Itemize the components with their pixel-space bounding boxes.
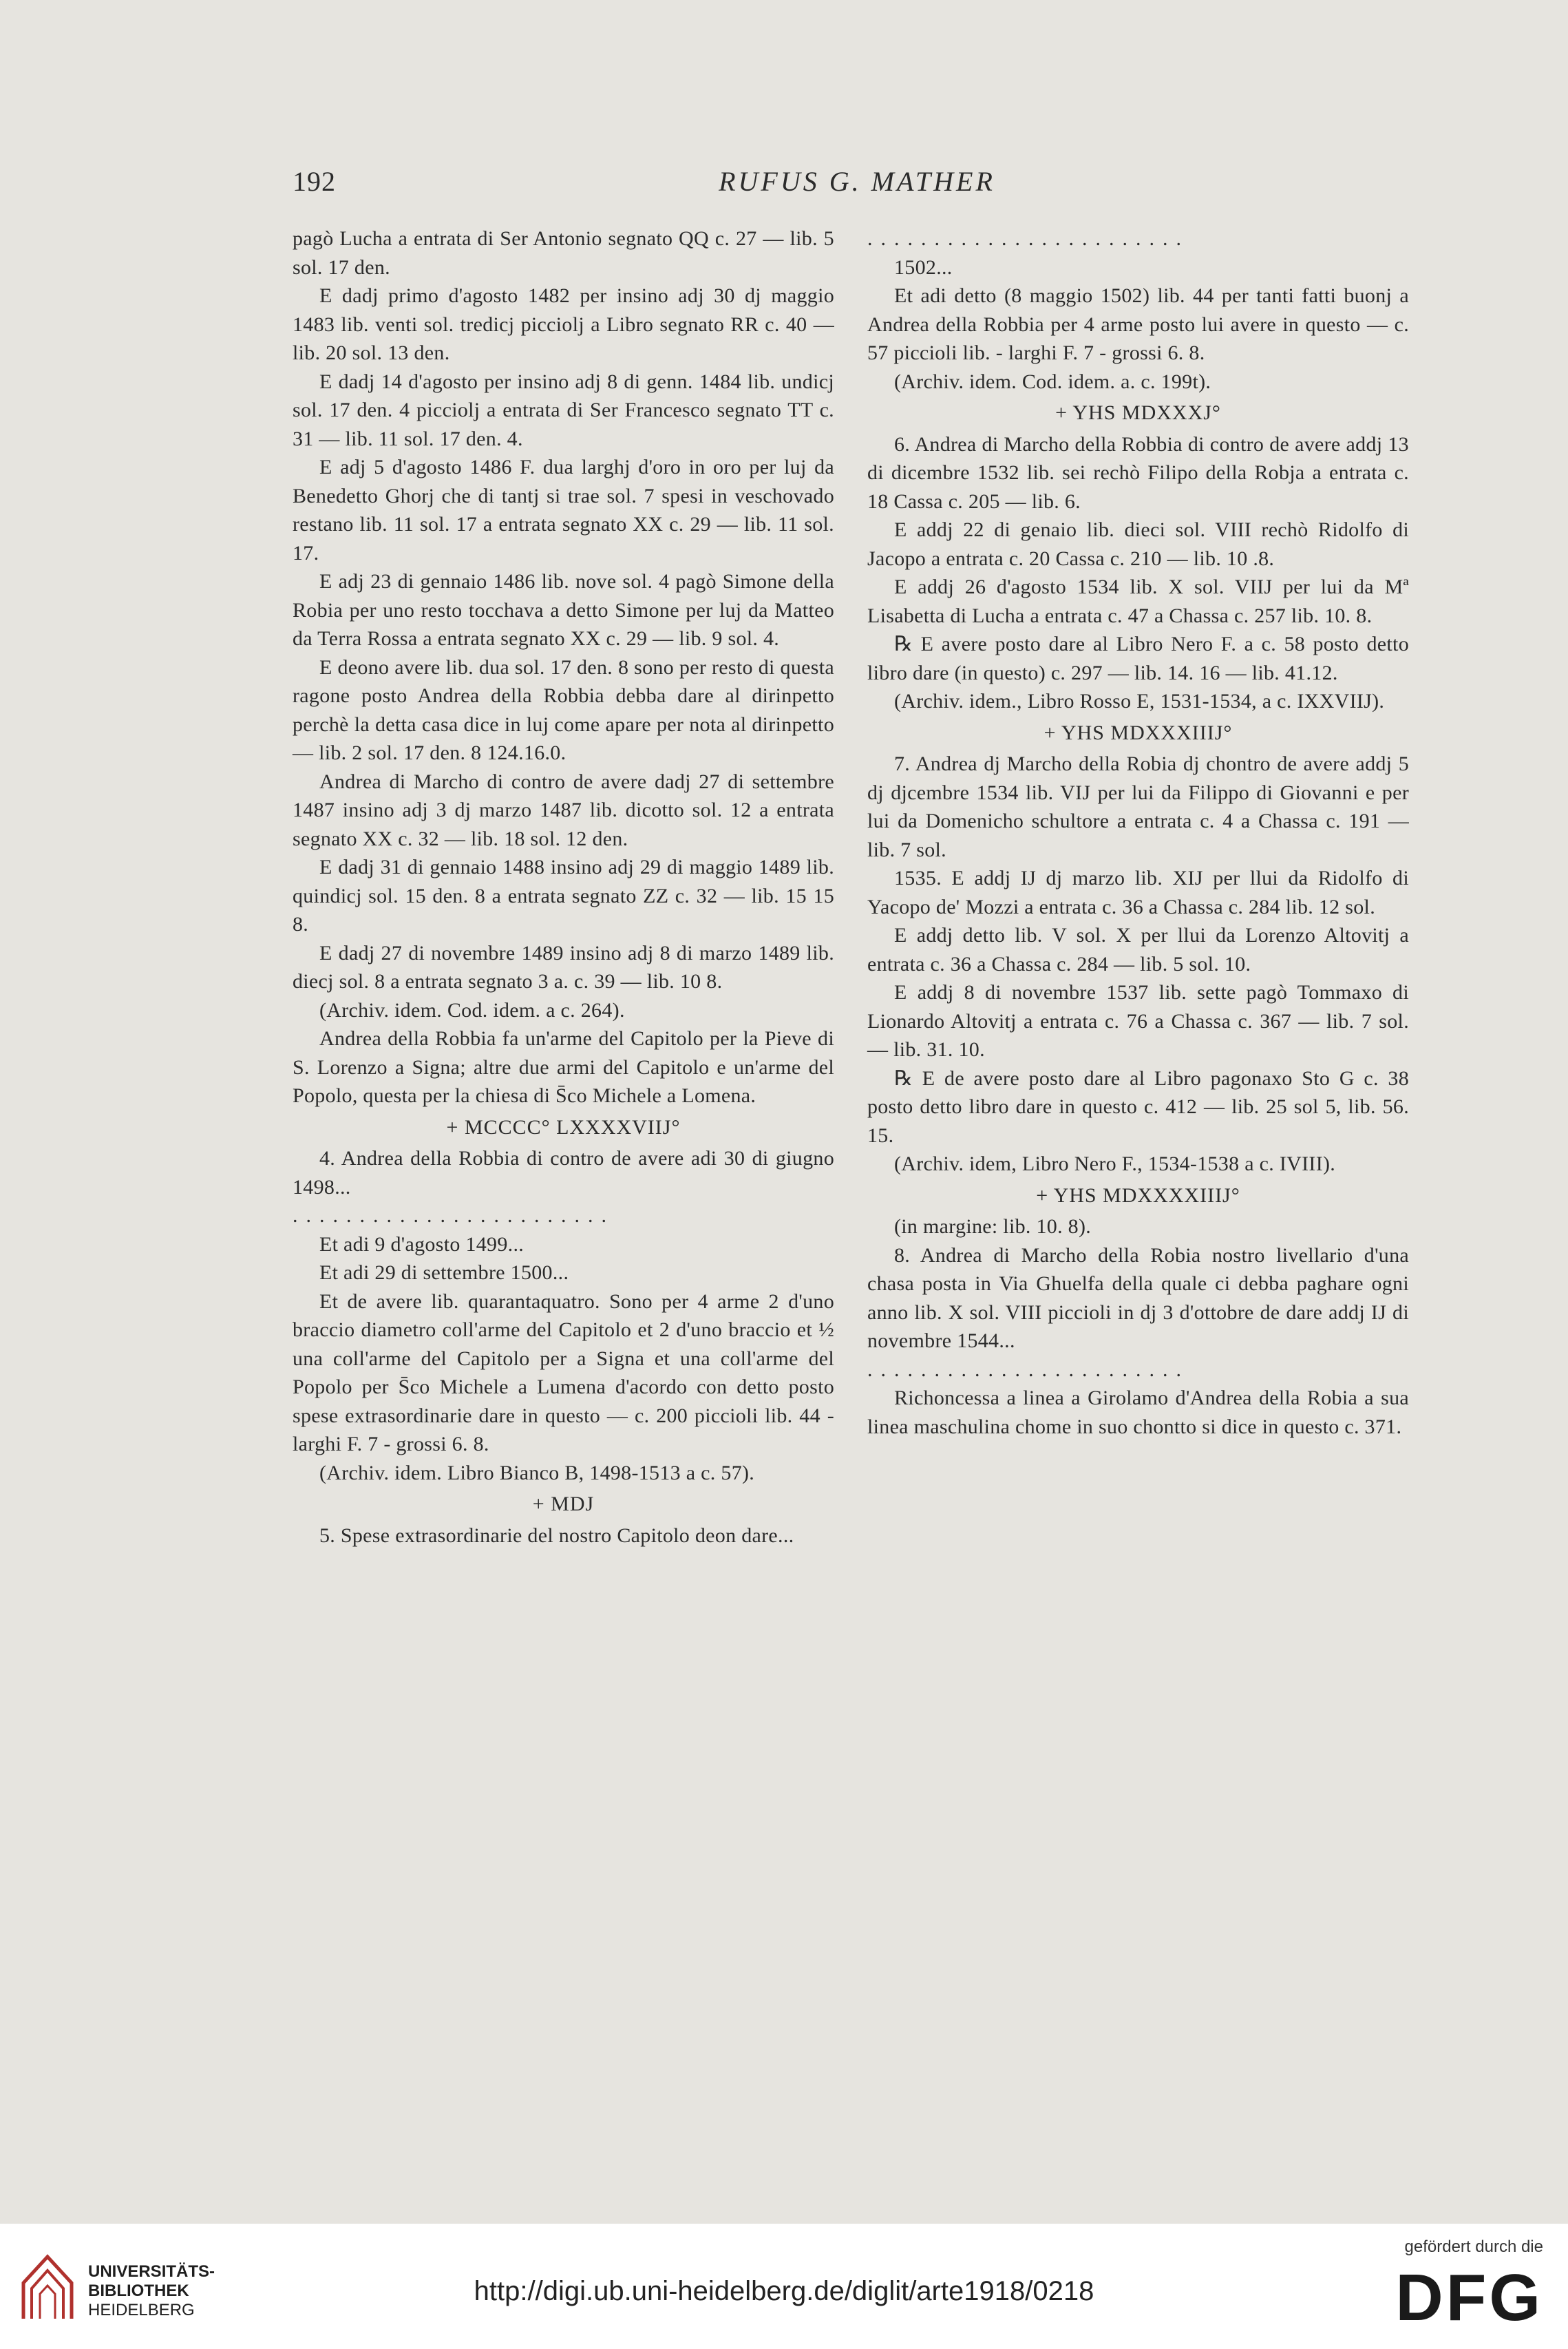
- paragraph: E dadj 27 di novembre 1489 insino adj 8 di marzo 1489 lib. diecj sol. 8 a entrata segnato 3 a. c. 39 — lib. 10 8.: [293, 941, 834, 993]
- paragraph: Andrea della Robbia fa un'arme del Capitolo per la Pieve di S. Lorenzo a Signa; altre due armi del Capitolo e un'arme del Popolo, questa per la chiesa di S̄co Michele a Lomena.: [293, 1027, 834, 1107]
- running-head: RUFUS G. MATHER: [719, 166, 995, 197]
- paragraph: 1535. E addj IJ dj marzo lib. XIJ per llui da Ridolfo di Yacopo de' Mozzi a entrata c. 36 a Chassa c. 284 lib. 12 sol.: [867, 867, 1409, 918]
- paragraph: pagò Lucha a entrata di Ser Antonio segnato QQ c. 27 — lib. 5 sol. 17 den.: [293, 227, 834, 279]
- paragraph: (Archiv. idem, Libro Nero F., 1534-1538 a c. IVIII).: [894, 1152, 1336, 1175]
- paragraph: 4. Andrea della Robbia di contro de avere adi 30 di giugno 1498...: [293, 1147, 834, 1199]
- ellipsis-separator: ........................: [293, 1204, 615, 1227]
- section-heading: + YHS MDXXXXIIIJ°: [1036, 1183, 1240, 1207]
- ellipsis-separator: ........................: [867, 1358, 1189, 1381]
- section-heading: + YHS MDXXXJ°: [1055, 401, 1221, 424]
- dfg-logo: DFG: [1395, 2261, 1543, 2335]
- paragraph: E dadj primo d'agosto 1482 per insino adj 30 dj maggio 1483 lib. venti sol. tredicj picciolj a Libro segnato RR c. 40 — lib. 20 sol. 13 den.: [293, 284, 834, 364]
- paragraph: (Archiv. idem. Cod. idem. a. c. 199t).: [894, 370, 1211, 393]
- library-line-1: UNIVERSITÄTS-: [88, 2262, 215, 2281]
- paragraph: (Archiv. idem. Libro Bianco B, 1498-1513 a c. 57).: [319, 1461, 755, 1484]
- page-header: [293, 165, 1421, 207]
- section-heading: + MDJ: [532, 1493, 595, 1515]
- paragraph: Richoncessa a linea a Girolamo d'Andrea della Robia a sua linea maschulina chome in suo chontto si dice in questo c. 371.: [867, 1387, 1409, 1438]
- paragraph: ℞ E avere posto dare al Libro Nero F. a c. 58 posto detto libro dare (in questo) c. 297 — lib. 14. 16 — lib. 41.12.: [867, 633, 1409, 684]
- paragraph: E dadj 31 di gennaio 1488 insino adj 29 di maggio 1489 lib. quindicj sol. 15 den. 8 a entrata segnato ZZ c. 32 — lib. 15 15 8.: [293, 856, 834, 936]
- page-number: 192: [293, 166, 336, 197]
- paragraph: (Archiv. idem. Cod. idem. a c. 264).: [319, 998, 625, 1022]
- ellipsis-separator: ........................: [867, 227, 1189, 250]
- paragraph: ℞ E de avere posto dare al Libro pagonaxo Sto G c. 38 posto detto libro dare in questo c. 412 — lib. 25 sol 5, lib. 56. 15.: [867, 1066, 1409, 1147]
- paragraph: E addj detto lib. V sol. X per llui da Lorenzo Altovitj a entrata c. 36 a Chassa c. 284 — lib. 5 sol. 10.: [867, 924, 1409, 976]
- paragraph: Et adi detto (8 maggio 1502) lib. 44 per tanti fatti buonj a Andrea della Robbia per 4 arme posto lui avere in questo — c. 57 piccioli lib. - larghi F. 7 - grossi 6. 8.: [867, 284, 1409, 364]
- section-heading: + YHS MDXXXIIIJ°: [1043, 721, 1233, 744]
- permalink-url[interactable]: http://digi.ub.uni-heidelberg.de/diglit/arte1918/0218: [474, 2276, 1094, 2306]
- paragraph: E addj 8 di novembre 1537 lib. sette pagò Tommaxo di Lionardo Altovitj a entrata c. 76 a Chassa c. 367 — lib. 7 sol. — lib. 31. 10.: [867, 981, 1409, 1061]
- paragraph: E addj 22 di genaio lib. dieci sol. VIII rechò Ridolfo di Jacopo a entrata c. 20 Cassa c. 210 — lib. 10 .8.: [867, 518, 1409, 570]
- footer-bar: [0, 2224, 1568, 2349]
- paragraph: Et adi 29 di settembre 1500...: [319, 1261, 569, 1284]
- library-line-2: BIBLIOTHEK: [88, 2282, 189, 2300]
- paragraph: 8. Andrea di Marcho della Robia nostro livellario d'una chasa posta in Via Ghuelfa della quale ci debba paghare ogni anno lib. X sol. VIII piccioli in dj 3 d'ottobre de dare addj IJ di novembre 1544...: [867, 1243, 1409, 1352]
- paragraph: Et de avere lib. quarantaquatro. Sono per 4 arme 2 d'uno braccio diametro coll'arme del Capitolo et 2 d'uno braccio et ½ una coll'arme del Capitolo per a Signa et una coll'arme del Popolo per S̄co Michele a Lumena d'acordo con detto posto spese extrasordinarie dare in questo — c. 200 piccioli lib. 44 - larghi F. 7 - grossi 6. 8.: [293, 1289, 834, 1455]
- paragraph: 1502...: [894, 255, 953, 279]
- paragraph: (in margine: lib. 10. 8).: [894, 1215, 1092, 1238]
- paragraph: 5. Spese extrasordinarie del nostro Capitolo deon dare...: [319, 1524, 794, 1547]
- paragraph: E adj 23 di gennaio 1486 lib. nove sol. 4 pagò Simone della Robia per uno resto tocchava a detto Simone per luj da Matteo da Terra Rossa a entrata segnato XX c. 29 — lib. 9 sol. 4.: [293, 570, 834, 650]
- paragraph: 6. Andrea di Marcho della Robbia di contro de avere addj 13 di dicembre 1532 lib. sei rechò Filipo della Robja a entrata c. 18 Cassa c. 205 — lib. 6.: [867, 432, 1409, 513]
- library-line-3: HEIDELBERG: [88, 2301, 195, 2319]
- paragraph: (Archiv. idem., Libro Rosso E, 1531-1534, a c. IXXVIIJ).: [894, 690, 1385, 713]
- right-column: [867, 224, 1409, 1441]
- paragraph: Et adi 9 d'agosto 1499...: [319, 1232, 525, 1256]
- paragraph: E deono avere lib. dua sol. 17 den. 8 sono per resto di questa ragone posto Andrea della Robbia debba dare al dirinpetto perchè la detta casa dice in luj come apare per nota al dirinpetto — lib. 2 sol. 17 den. 8 124.16.0.: [293, 655, 834, 764]
- paragraph: 7. Andrea dj Marcho della Robia dj chontro de avere addj 5 dj djcembre 1534 lib. VIJ per lui da Filippo di Giovanni e per lui da Domenicho schultore a entrata c. 4 a Chassa c. 191 — lib. 7 sol.: [867, 752, 1409, 861]
- left-column: [293, 224, 834, 1550]
- section-heading: + MCCCC° LXXXXVIIJ°: [446, 1115, 681, 1139]
- paragraph: E addj 26 d'agosto 1534 lib. X sol. VIIJ per lui da Mª Lisabetta di Lucha a entrata c. 47 a Chassa c. 257 lib. 10. 8.: [867, 576, 1409, 627]
- paragraph: E dadj 14 d'agosto per insino adj 8 di genn. 1484 lib. undicj sol. 17 den. 4 picciolj a entrata di Ser Francesco segnato TT c. 31 — lib. 11 sol. 17 den. 4.: [293, 370, 834, 450]
- paragraph: E adj 5 d'agosto 1486 F. dua larghj d'oro in oro per luj da Benedetto Ghorj che di tantj si trae sol. 7 spesi in veschovado restano lib. 11 sol. 17 a entrata segnato XX c. 29 — lib. 11 sol. 17.: [293, 456, 834, 565]
- funding-text: gefördert durch die: [1404, 2237, 1543, 2256]
- paragraph: Andrea di Marcho di contro de avere dadj 27 di settembre 1487 insino adj 3 dj marzo 1487 lib. dicotto sol. 12 a entrata segnato XX c. 32 — lib. 18 sol. 12 den.: [293, 770, 834, 850]
